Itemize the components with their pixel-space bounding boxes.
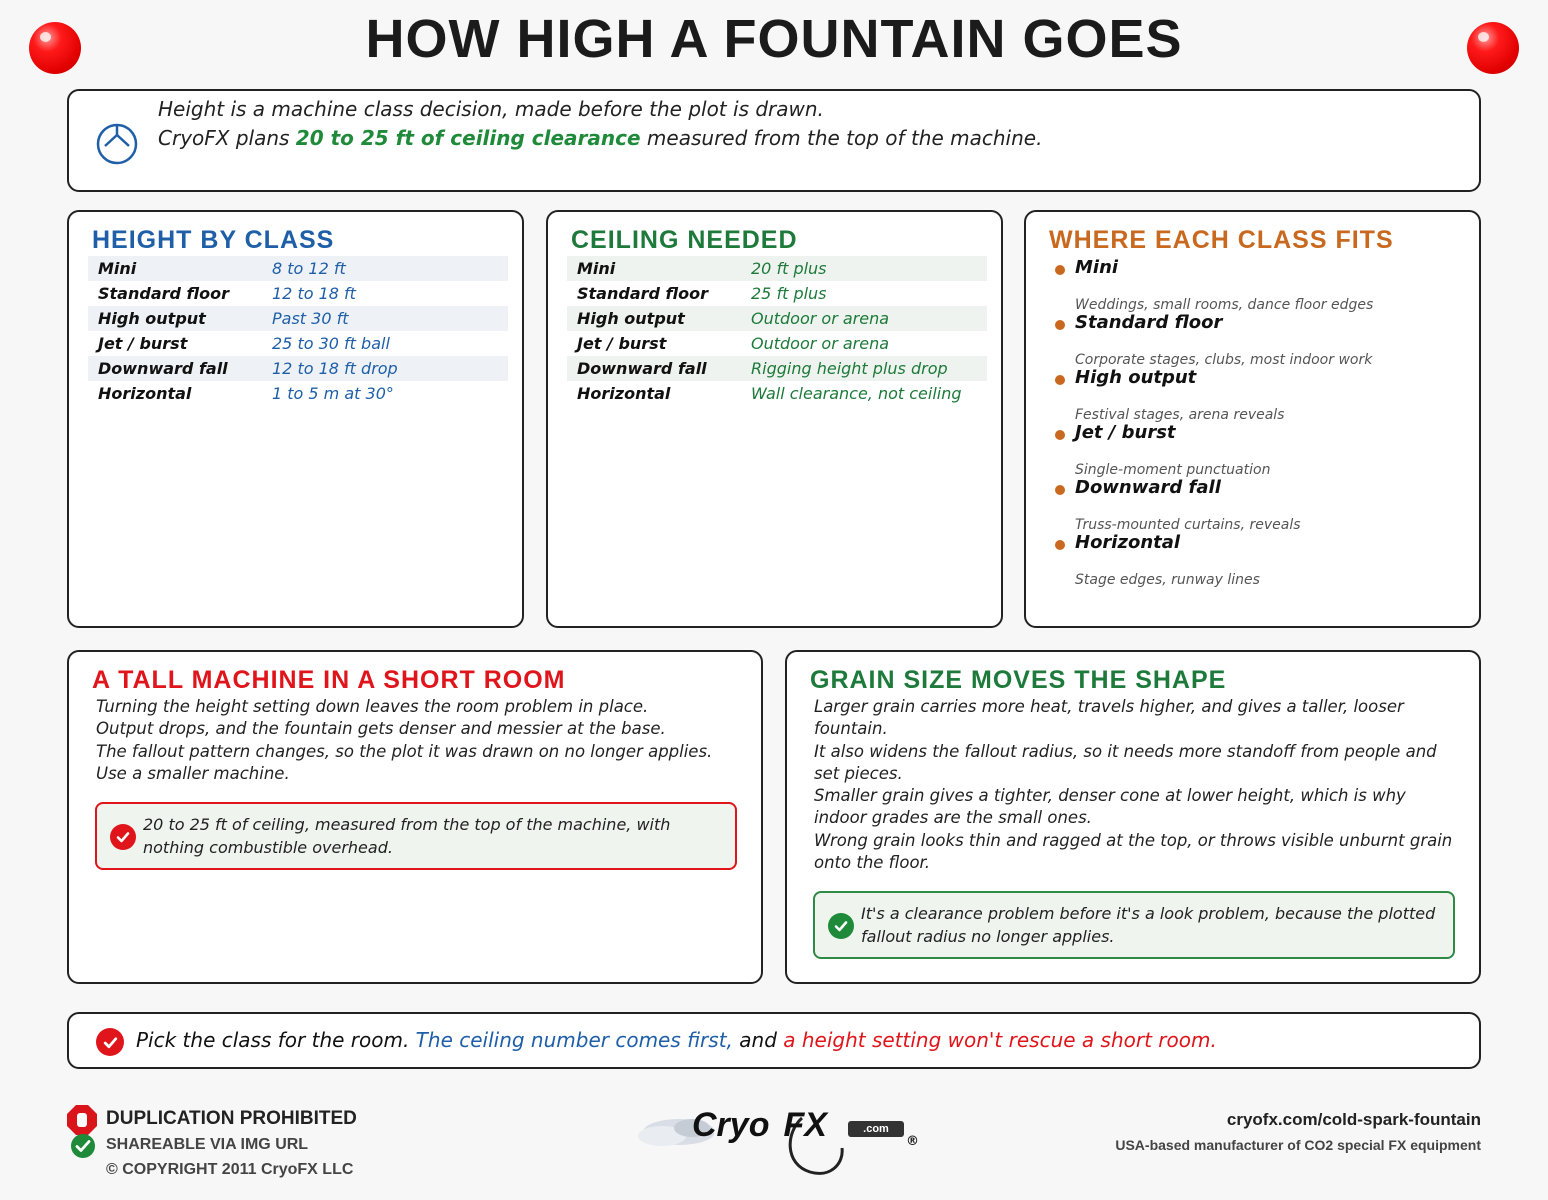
class-name: High output (98, 309, 206, 328)
body-line: The fallout pattern changes, so the plot it was drawn on no longer applies. (96, 741, 713, 761)
table-row (88, 381, 508, 406)
fit-class-desc: Stage edges, runway lines (1075, 572, 1260, 588)
copyright-label: © COPYRIGHT 2011 CryoFX LLC (106, 1161, 354, 1178)
ceiling-value: Rigging height plus drop (751, 359, 948, 378)
body-line: indoor grades are the small ones. (814, 808, 1092, 828)
body-line: Smaller grain gives a tighter, denser cone at lower height, which is why (814, 786, 1406, 806)
table-row (567, 356, 987, 381)
page-title: HOW HIGH A FOUNTAIN GOES (365, 9, 1183, 69)
summary-part-3: and (732, 1028, 784, 1052)
shareable-label: SHAREABLE VIA IMG URL (106, 1136, 309, 1153)
height-by-class-card (67, 210, 524, 628)
body-line: onto the floor. (814, 853, 931, 873)
table-row (567, 256, 987, 281)
gauge-icon (95, 122, 139, 166)
fit-class-name: Standard floor (1075, 312, 1223, 333)
class-name: Downward fall (577, 359, 707, 378)
ceiling-value: Outdoor or arena (751, 334, 890, 353)
body-line: It also widens the fallout radius, so it needs more standoff from people and (814, 741, 1437, 761)
fit-class-name: Downward fall (1075, 477, 1221, 498)
tall-machine-note (95, 802, 737, 870)
logo-com-badge (848, 1121, 904, 1137)
where-fits-card (1024, 210, 1481, 628)
bullet-icon (1055, 320, 1065, 330)
class-value: 12 to 18 ft drop (272, 359, 398, 378)
fit-class-name: Mini (1075, 257, 1119, 278)
table-row (567, 381, 987, 406)
class-value: 1 to 5 m at 30° (272, 384, 394, 403)
ceiling-value: 25 ft plus (751, 284, 827, 303)
summary-part-1: Pick the class for the room. (136, 1028, 416, 1052)
height-by-class-table (88, 256, 508, 406)
bullet-icon (1055, 430, 1065, 440)
class-value: 12 to 18 ft (272, 284, 356, 303)
tall-machine-note-text: 20 to 25 ft of ceiling, measured from the top of the machine, with nothing combustible overhead. (143, 815, 671, 857)
where-fits-title: WHERE EACH CLASS FITS (1049, 226, 1394, 254)
ceiling-value: 20 ft plus (751, 259, 827, 278)
bullet-icon (1055, 485, 1065, 495)
table-row (88, 331, 508, 356)
class-name: Jet / burst (577, 334, 667, 353)
fit-class-desc: Weddings, small rooms, dance floor edges (1075, 297, 1374, 313)
intro-line-1: Height is a machine class decision, made before the plot is drawn. (158, 97, 824, 121)
class-value: 8 to 12 ft (272, 259, 346, 278)
grain-size-note (813, 891, 1455, 959)
check-icon (828, 913, 854, 939)
fit-class-desc: Corporate stages, clubs, most indoor work (1075, 352, 1373, 368)
fit-class-name: High output (1075, 367, 1197, 388)
grain-size-note-text: It's a clearance problem before it's a look problem, because the plotted fallout radius no longer applies. (861, 904, 1436, 946)
class-name: Standard floor (98, 284, 229, 303)
body-line: Output drops, and the fountain gets denser and messier at the base. (96, 719, 666, 739)
summary-text (136, 1028, 1217, 1052)
bullet-icon (1055, 540, 1065, 550)
ceiling-needed-card (546, 210, 1003, 628)
logo-com-text: .com (863, 1123, 889, 1135)
bullet-icon (1055, 375, 1065, 385)
fit-class-name: Jet / burst (1075, 422, 1176, 443)
fit-class-desc: Single-moment punctuation (1075, 462, 1271, 478)
class-name: Mini (577, 259, 616, 278)
intro-line-2-post: measured from the top of the machine. (640, 126, 1043, 150)
bullet-icon (1055, 265, 1065, 275)
fit-class-desc: Truss-mounted curtains, reveals (1075, 517, 1301, 533)
logo-wordmark (692, 1106, 827, 1145)
class-name: Horizontal (577, 384, 671, 403)
intro-line-2 (158, 126, 1042, 150)
height-by-class-title: HEIGHT BY CLASS (92, 226, 335, 254)
check-icon (96, 1028, 124, 1056)
ceiling-needed-title: CEILING NEEDED (571, 226, 798, 254)
class-name: Jet / burst (98, 334, 188, 353)
fit-class-name: Horizontal (1075, 532, 1181, 553)
body-line: Turning the height setting down leaves the room problem in place. (96, 697, 649, 716)
table-row (88, 256, 508, 281)
class-name: Horizontal (98, 384, 192, 403)
grain-size-card (785, 650, 1481, 984)
summary-box (67, 1012, 1481, 1069)
ceiling-needed-table (567, 256, 987, 406)
body-line: Use a smaller machine. (96, 763, 290, 783)
duplication-prohibited: DUPLICATION PROHIBITED (106, 1108, 357, 1129)
body-line: set pieces. (814, 763, 903, 783)
intro-clearance-highlight: 20 to 25 ft of ceiling clearance (295, 126, 641, 150)
footer-tagline: USA-based manufacturer of CO2 special FX equipment (1115, 1137, 1481, 1153)
ceiling-value: Outdoor or arena (751, 309, 890, 328)
logo-word-cryo: Cryo (692, 1106, 770, 1144)
summary-part-2: The ceiling number comes first, (415, 1028, 733, 1052)
class-name: Downward fall (98, 359, 228, 378)
tall-machine-title: A TALL MACHINE IN A SHORT ROOM (92, 666, 566, 694)
check-icon (110, 824, 136, 850)
footer-url[interactable]: cryofx.com/cold-spark-fountain (1226, 1110, 1481, 1129)
ceiling-value: Wall clearance, not ceiling (751, 384, 962, 403)
class-name: High output (577, 309, 685, 328)
logo-registered-mark: ® (906, 1134, 919, 1149)
table-row (88, 281, 508, 306)
class-name: Mini (98, 259, 137, 278)
body-line: fountain. (814, 719, 888, 739)
intro-line-2-pre: CryoFX plans (158, 126, 296, 150)
intro-box (67, 89, 1481, 192)
summary-part-4: a height setting won't rescue a short room. (783, 1028, 1217, 1052)
stop-hand-icon (66, 1104, 98, 1136)
tall-machine-body (96, 696, 756, 785)
body-line: Wrong grain looks thin and ragged at the top, or throws visible unburnt grain (814, 830, 1453, 850)
class-value: 25 to 30 ft ball (272, 334, 390, 353)
fit-class-desc: Festival stages, arena reveals (1075, 407, 1285, 423)
table-row (88, 306, 508, 331)
cryofx-logo[interactable] (634, 1088, 924, 1178)
table-row (567, 331, 987, 356)
check-circle-icon (70, 1133, 96, 1159)
table-row (88, 356, 508, 381)
tall-machine-card (67, 650, 763, 984)
body-line: Larger grain carries more heat, travels higher, and gives a taller, looser (814, 697, 1404, 716)
logo-word-fx: FX (783, 1106, 827, 1144)
class-value: Past 30 ft (272, 309, 349, 328)
grain-size-body (814, 696, 1474, 874)
table-row (567, 281, 987, 306)
class-name: Standard floor (577, 284, 708, 303)
grain-size-title: GRAIN SIZE MOVES THE SHAPE (810, 666, 1227, 694)
table-row (567, 306, 987, 331)
